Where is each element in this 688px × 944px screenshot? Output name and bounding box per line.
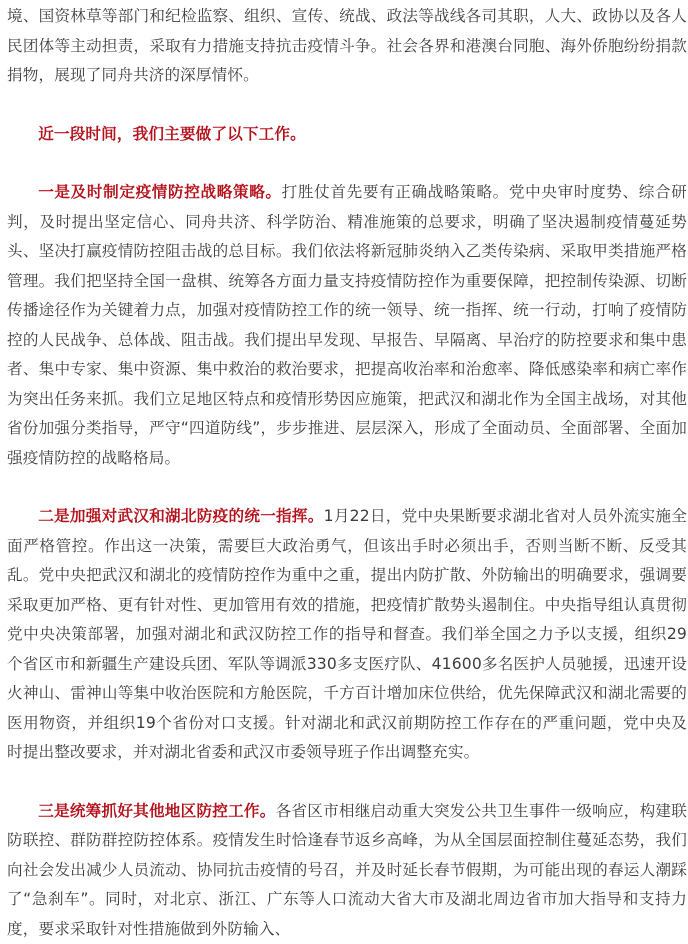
paragraph-gap <box>7 473 687 502</box>
section-other-regions-lead: 三是统筹抓好其他地区防控工作。 <box>38 802 275 820</box>
intro-heading: 近一段时间，我们主要做了以下工作。 <box>7 120 687 150</box>
paragraph-gap <box>7 91 687 120</box>
section-other-regions-body: 各省区市相继启动重大突发公共卫生事件一级响应，构建联防联控、群防群控防控体系。疫情发生时恰逢春节返乡高峰，为从全国层面控制住蔓延态势，我们向社会发出减少人员流动、协同抗击疫情的号召，并及时延长春节假期，为可能出现的春运人潮踩了“急刹车”。同时，对北京、浙江、广东等人口流动大省大市及湖北周边省市加大指导和支持力度，要求采取针对性措施做到外防输入、 <box>7 802 687 938</box>
section-other-regions <box>7 797 687 944</box>
section-wuhan-hubei-lead: 二是加强对武汉和湖北防疫的统一指挥。 <box>38 507 323 525</box>
section-strategy-body: 打胜仗首先要有正确战略策略。党中央审时度势、综合研判，及时提出坚定信心、同舟共济、科学防治、精准施策的总要求，明确了坚决遏制疫情蔓延势头、坚决打赢疫情防控阻击战的总目标。我们依法将新冠肺炎纳入乙类传染病、采取甲类措施严格管理。我们把坚持全国一盘棋、统筹各方面力量支持疫情防控作为重要保障，把控制传染源、切断传播途径作为关键着力点，加强对疫情防控工作的统一领导、统一指挥、统一行动，打响了疫情防控的人民战争、总体战、阻击战。我们提出早发现、早报告、早隔离、早治疗的防控要求和集中患者、集中专家、集中资源、集中救治的救治要求，把提高收治率和治愈率、降低感染率和病亡率作为突出任务来抓。我们立足地区特点和疫情形势因应施策，把武汉和湖北作为全国主战场，对其他省份加强分类指导，严守“四道防线”，步步推进、层层深入，形成了全面动员、全面部署、全面加强疫情防控的战略格局。 <box>7 183 687 467</box>
section-strategy-lead: 一是及时制定疫情防控战略策略。 <box>38 183 281 201</box>
paragraph-gap <box>7 149 687 178</box>
paragraph-gap <box>7 768 687 797</box>
paragraph-intro-context: 境、国资林草等部门和纪检监察、组织、宣传、统战、政法等战线各司其职，人大、政协以及各人民团体等主动担责，采取有力措施支持抗击疫情斗争。社会各界和港澳台同胞、海外侨胞纷纷捐款捐物，展现了同舟共济的深厚情怀。 <box>7 2 687 91</box>
section-wuhan-hubei-body: 1月22日，党中央果断要求湖北省对人员外流实施全面严格管控。作出这一决策，需要巨大政治勇气，但该出手时必须出手，否则当断不断、反受其乱。党中央把武汉和湖北的疫情防控作为重中之重，提出内防扩散、外防输出的明确要求，强调要采取更加严格、更有针对性、更加管用有效的措施，把疫情扩散势头遏制住。中央指导组认真贯彻党中央决策部署，加强对湖北和武汉防控工作的指导和督查。我们举全国之力予以支援，组织29个省区市和新疆生产建设兵团、军队等调派330多支医疗队、41600多名医护人员驰援，迅速开设火神山、雷神山等集中收治医院和方舱医院，千方百计增加床位供给，优先保障武汉和湖北需要的医用物资，并组织19个省份对口支援。针对湖北和武汉前期防控工作存在的严重问题，党中央及时提出整改要求，并对湖北省委和武汉市委领导班子作出调整充实。 <box>7 507 687 761</box>
article-body <box>7 0 687 944</box>
section-strategy <box>7 178 687 473</box>
section-wuhan-hubei <box>7 502 687 768</box>
